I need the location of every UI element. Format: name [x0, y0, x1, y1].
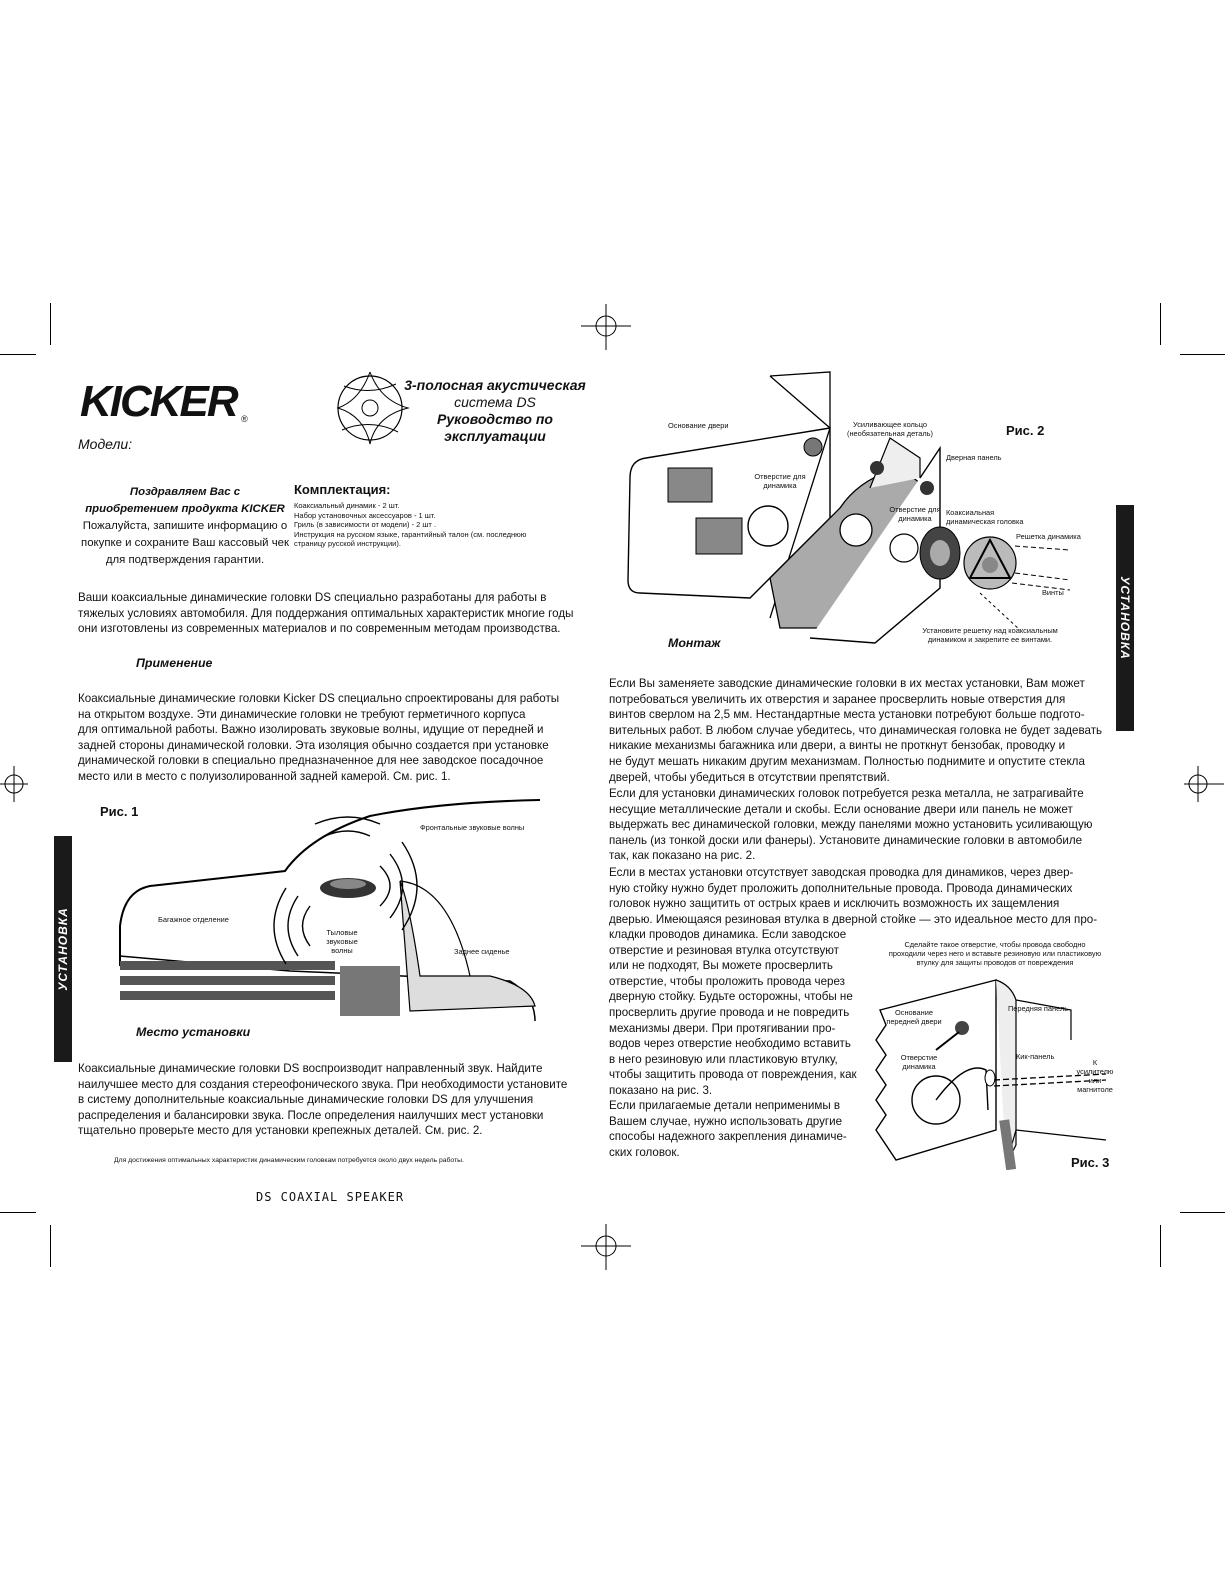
registration-mark-right [1180, 762, 1225, 806]
fig2-hole2-label: Отверстие для динамика [889, 505, 941, 523]
fig2-door-base-label: Основание двери [668, 421, 729, 430]
fig3-front-panel-label: Передняя панель [1008, 1004, 1069, 1013]
fig2-note-label: Установите решетку над коаксиальным динамиком и закрепите ее винтами. [922, 626, 1058, 644]
fig2-coax-label: Коаксиальная динамическая головка [946, 508, 1024, 526]
fig2-mounting-diagram [620, 368, 1100, 648]
application-paragraph: Коаксиальные динамические головки Kicker DS специально спроектированы для работы на открытом воздухе. Эти динамические головки не требуют герметичного корпуса для оптимальной работы. Важно изолировать звуковые волны, идущие от передней и задней стороны динамической головки. Эта изоляция обычно создается при установке динамической головки в специально предназначенное для нее заводское посадочное место или в место с полуизолированной задней камерой. См. рис. 1. [78, 692, 560, 783]
right-paragraph-2: Если для установки динамических головок потребуется резка металла, не затрагивайте несущие металлические детали и скобы. Если основание двери или панель не может выдержать вес динамической головки, между панелями можно установить усиливающую панель (из тонкой доски или фанеры). Установите динамические головки в автомобиле так, как показано на рис. 2. [609, 787, 1093, 863]
models-label: Модели: [78, 436, 133, 452]
fig3-hole-label: Отверстие динамика [900, 1053, 938, 1071]
footer-label: DS COAXIAL SPEAKER [256, 1190, 405, 1204]
fig3-kick-panel-label: Кик-панель [1016, 1052, 1055, 1061]
congrats-block: Поздравляем Вас с приобретением продукта KICKER Пожалуйста, запишите информацию о покупке и сохраните Ваш кассовый чек для подтверждения гарантии. [81, 486, 289, 566]
install-tab-right: УСТАНОВКА [1116, 505, 1134, 731]
application-heading: Применение [136, 656, 213, 670]
intro-paragraph: Ваши коаксиальные динамические головки DS специально разработаны для работы в тяжелых условиях автомобиля. Для поддержания оптимальных характеристик многие годы они изготовлены из современных материалов и по современным методам производства. [78, 591, 574, 636]
fig1-label: Рис. 1 [100, 804, 139, 819]
fig2-door-panel-label: Дверная панель [946, 453, 1002, 462]
fig3-label: Рис. 3 [1071, 1155, 1110, 1170]
registration-mark-top [576, 302, 636, 352]
fig2-caption: Монтаж [668, 636, 721, 650]
install-tab-left: УСТАНОВКА [54, 836, 72, 1062]
fig1-rear-waves-label: Тыловые звуковые волны [326, 928, 358, 955]
breakin-note: Для достижения оптимальных характеристик динамическим головкам потребуется около двух недель работы. [114, 1157, 464, 1164]
fig1-trunk-label: Багажное отделение [158, 915, 229, 924]
placement-paragraph: Коаксиальные динамические головки DS воспроизводит направленный звук. Найдите наилучшее место для создания стереофонического звука. При необходимости установите в систему дополнительные коаксиальные динамические головки DS для улучшения распределения и балансировки звука. После определения наилучших мест установки тщательно проверьте место для установки крепежных деталей. См. рис. 2. [78, 1062, 568, 1138]
fig3-amp-label: К усилителю или магнитоле [1076, 1058, 1114, 1094]
fig1-front-waves-label: Фронтальные звуковые волны [420, 823, 525, 832]
right-paragraph-1: Если Вы заменяете заводские динамические головки в их местах установки, Вам может потребоваться увеличить их отверстия и заранее просверлить новые отверстия для винтов сверлом на 2,5 мм. Нестандартные места установки потребуют больше подгото- вительных работ. В любом случае убедитесь, что динамическая головка не будет задевать никакие механизмы багажника или двери, а винты не проткнут бензобак, проводку и не будут мешать никаким другим механизмам. Полностью поднимите и опустите стекла дверей, чтобы убедиться в отсутствии препятствий. [609, 677, 1103, 784]
registration-mark-left [0, 762, 30, 806]
registration-mark-bottom [576, 1222, 636, 1272]
fig2-ring-label: Усиливающее кольцо (необязательная деталь) [847, 420, 933, 438]
kicker-logo: KICKER ® [80, 377, 248, 426]
kicker-logo-text: KICKER [80, 377, 237, 426]
fig1-rear-seat-label: Заднее сиденье [454, 947, 510, 956]
fig3-note-label: Сделайте такое отверстие, чтобы провода свободно проходили через него и вставьте резиновую или пластиковую втулку для защиты проводов от повреждения [888, 940, 1102, 967]
manual-title: 3-полосная акустическая система DS Руководство по эксплуатации [404, 377, 586, 444]
fig2-label: Рис. 2 [1006, 423, 1045, 438]
package-title: Комплектация: [294, 482, 391, 497]
fig2-screws-label: Винты [1042, 588, 1064, 597]
right-paragraph-3: Если в местах установки отсутствует заводская проводка для динамиков, через двер- ную стойку нужно будет проложить дополнительные провода. Провода динамических головок нужно защитить от острых краев и исключить возможность их защемления дверью. Имеющаяся резиновая втулка в дверной стойке — это идеальное место для про- [609, 866, 1098, 926]
fig1-caption: Место установки [136, 1025, 251, 1039]
fig2-grille-label: Решетка динамика [1016, 532, 1081, 541]
fig2-hole1-label: Отверстие для динамика [754, 472, 806, 490]
narrow-paragraph-1: кладки проводов динамика. Если заводское отверстие и резиновая втулка отсутствуют или не подходят, Вы можете просверлить отверстие, чтобы проложить провода через дверную стойку. Будьте осторожны, чтобы не просверлить другие провода и не повредить механизмы двери. При протягивании про- водов через отверстие необходимо вставить в него резиновую или пластиковую втулку, чтобы защитить провода от повреждения, как показано на рис. 3. [609, 928, 857, 1097]
fig3-front-door-label: Основание передней двери [886, 1008, 942, 1026]
narrow-paragraph-2: Если прилагаемые детали неприменимы в Вашем случае, нужно использовать другие способы надежного закрепления динамиче- ских головок. [609, 1099, 847, 1159]
package-block: Комплектация: Коаксиальный динамик - 2 шт. Набор установочных аксессуаров - 1 шт. Гриль (в зависимости от модели) - 2 шт . Инструкция на русском языке, гарантийный талон (см. последнюю страницу русской инструкции). [294, 482, 594, 549]
